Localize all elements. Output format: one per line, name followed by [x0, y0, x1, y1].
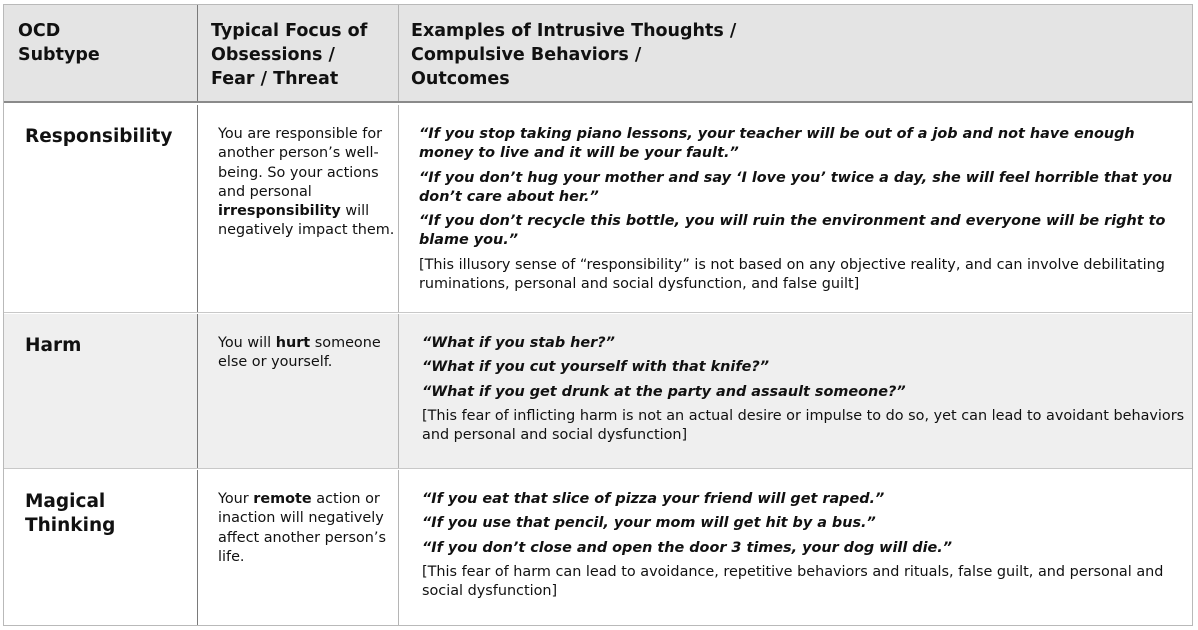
- focus-text: You are responsible for another person’s well-being. So your actions and personal: [218, 126, 383, 200]
- example-note: [This illusory sense of “responsibility” is not based on any objective reality, and can involve debilitating ruminations, personal and social dysfunction, and false guilt]: [419, 256, 1165, 293]
- column-divider: [398, 470, 399, 625]
- column-divider: [398, 5, 399, 101]
- header-focus: [211, 19, 389, 91]
- ocd-subtype-table: [3, 4, 1193, 626]
- focus-text: action or inaction will negatively affect another person’s life.: [218, 491, 386, 565]
- examples-cell: [422, 334, 1192, 445]
- example-quote: “If you don’t recycle this bottle, you will ruin the environment and everyone will be right to blame you.”: [419, 213, 1166, 249]
- example-note: [This fear of harm can lead to avoidance, repetitive behaviors and rituals, false guilt, and personal and social dysfunction]: [422, 563, 1164, 600]
- header-examples-line: Outcomes: [411, 69, 510, 89]
- focus-emphasis: remote: [253, 491, 312, 507]
- focus-emphasis: irresponsibility: [218, 203, 341, 220]
- column-divider: [197, 5, 198, 101]
- subtype-cell: [25, 125, 197, 149]
- header-subtype-line: OCD: [18, 21, 61, 41]
- subtype-cell: [25, 334, 197, 358]
- focus-emphasis: hurt: [275, 335, 311, 351]
- column-divider: [197, 314, 198, 468]
- table-header-row: [4, 5, 1192, 103]
- example-quote: “If you don’t close and open the door 3 times, your dog will die.”: [422, 539, 953, 556]
- subtype-label: Magical: [25, 491, 106, 512]
- examples-cell: [419, 125, 1189, 294]
- subtype-label: Responsibility: [25, 126, 173, 147]
- table-row: [4, 470, 1192, 625]
- focus-text: You will: [218, 335, 276, 351]
- header-subtype-line: Subtype: [18, 45, 100, 65]
- column-divider: [197, 105, 198, 312]
- header-focus-line: Typical Focus of: [211, 21, 368, 41]
- table-row: [4, 105, 1192, 313]
- example-quote: “What if you get drunk at the party and assault someone?”: [422, 383, 906, 400]
- subtype-label: Harm: [25, 335, 82, 356]
- header-focus-line: Obsessions /: [211, 45, 335, 65]
- focus-cell: [218, 490, 396, 567]
- example-quote: “If you don’t hug your mother and say ‘I love you’ twice a day, she will feel horrible that you don’t care about her.”: [419, 169, 1173, 205]
- subtype-cell: [25, 490, 197, 538]
- example-quote: “If you eat that slice of pizza your friend will get raped.”: [422, 491, 885, 507]
- focus-text: Your: [218, 491, 254, 507]
- example-quote: “What if you stab her?”: [422, 335, 615, 351]
- focus-cell: [218, 125, 396, 241]
- column-divider: [398, 314, 399, 468]
- header-focus-line: Fear / Threat: [211, 69, 339, 89]
- table-row: [4, 314, 1192, 469]
- focus-text: will negatively impact them.: [218, 203, 395, 239]
- example-quote: “What if you cut yourself with that knife?”: [422, 359, 769, 376]
- example-quote: “If you stop taking piano lessons, your teacher will be out of a job and not have enough money to live and it will be your fault.”: [419, 126, 1135, 162]
- column-divider: [197, 470, 198, 625]
- header-examples: [411, 19, 1187, 91]
- header-examples-line: Examples of Intrusive Thoughts /: [411, 21, 737, 41]
- column-divider: [398, 105, 399, 312]
- focus-text: someone else or yourself.: [218, 335, 381, 371]
- header-subtype: [18, 19, 190, 67]
- example-note: [This fear of inflicting harm is not an actual desire or impulse to do so, yet can lead to avoidant behaviors and personal and social dysfunction]: [422, 407, 1185, 444]
- focus-cell: [218, 334, 396, 373]
- subtype-label: Thinking: [25, 515, 116, 536]
- examples-cell: [422, 490, 1192, 601]
- header-examples-line: Compulsive Behaviors /: [411, 45, 642, 65]
- example-quote: “If you use that pencil, your mom will get hit by a bus.”: [422, 515, 876, 532]
